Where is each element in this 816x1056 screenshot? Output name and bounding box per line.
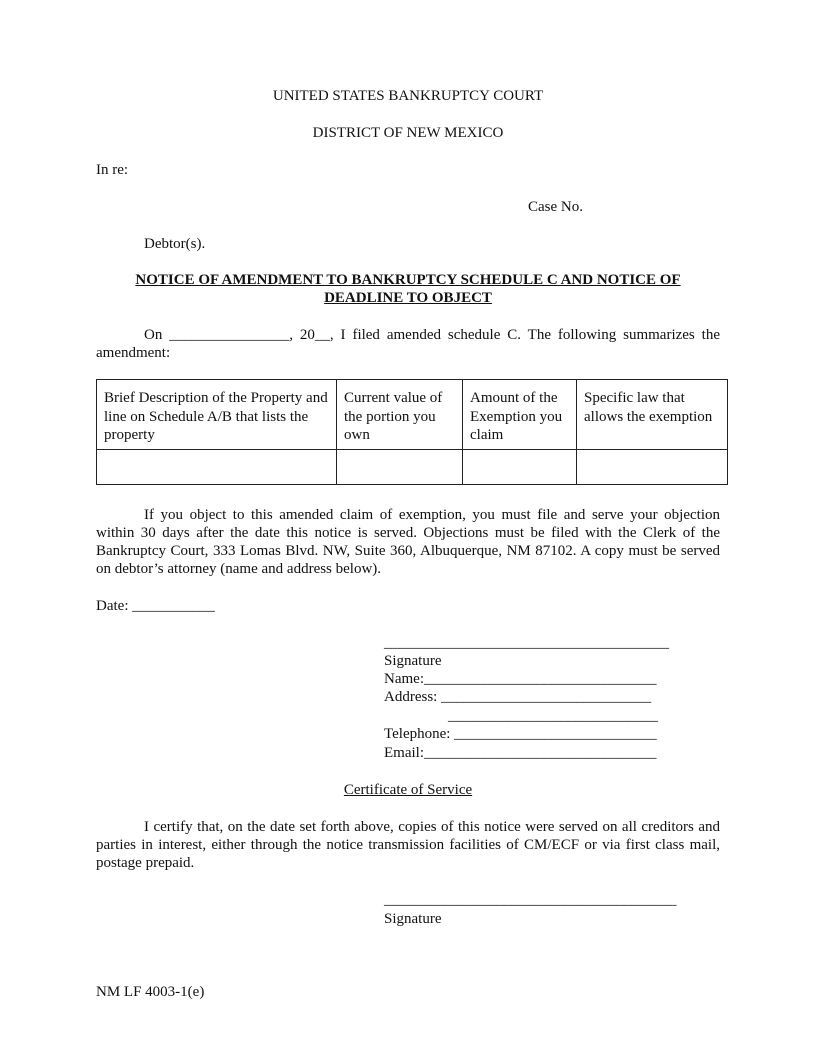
signature-label: Signature (384, 653, 442, 669)
certificate-text: I certify that, on the date set forth above, copies of this notice were served on all creditors and parties in interest, either through the notice transmission facilities of CM/ECF or via first class mail, postage prepaid. (96, 819, 720, 871)
objection-text: If you object to this amended claim of exemption, you must file and serve your objection within 30 days after the date this notice is served. Objections must be filed with the Clerk of the Bankruptcy Court, 333 Lomas Blvd. NW, Suite 360, Albuquerque, NM 87102. A copy must be served on debtor’s attorney (name and address below). (96, 507, 720, 577)
header-exemption-amount: Amount of the Exemption you claim (463, 380, 577, 450)
district-name: DISTRICT OF NEW MEXICO (312, 125, 504, 141)
address-line-2[interactable]: ____________________________ (448, 708, 658, 724)
header-current-value: Current value of the portion you own (337, 380, 463, 450)
header-property-description: Brief Description of the Property and line on Schedule A/B that lists the property (97, 380, 337, 450)
cell-exemption-amount[interactable] (463, 449, 577, 484)
header-specific-law: Specific law that allows the exemption (577, 380, 728, 450)
court-name: UNITED STATES BANKRUPTCY COURT (272, 88, 544, 104)
notice-title-line2: DEADLINE TO OBJECT (324, 290, 492, 306)
signature-line[interactable]: ______________________________________ (384, 635, 669, 651)
certificate-signature-line[interactable]: _______________________________________ (384, 892, 677, 908)
certificate-paragraph (96, 818, 720, 872)
notice-title (96, 271, 720, 307)
notice-title-line1: NOTICE OF AMENDMENT TO BANKRUPTCY SCHEDULE C AND NOTICE OF (135, 272, 681, 288)
intro-paragraph (96, 326, 720, 362)
table-header-row (97, 380, 728, 450)
telephone-field[interactable]: Telephone: ___________________________ (384, 726, 657, 742)
debtor-label: Debtor(s). (144, 236, 206, 252)
date-field[interactable]: Date: ___________ (96, 598, 215, 614)
cell-current-value[interactable] (337, 449, 463, 484)
certificate-signature-label: Signature (384, 911, 442, 927)
amendment-table (96, 379, 728, 485)
objection-paragraph (96, 506, 720, 578)
in-re-label: In re: (96, 162, 129, 178)
certificate-heading: Certificate of Service (343, 782, 473, 798)
intro-text: On ________________, 20__, I filed amended schedule C. The following summarizes the amendment: (96, 327, 720, 361)
name-field[interactable]: Name:_______________________________ (384, 671, 657, 687)
case-number-label: Case No. (528, 199, 583, 215)
address-field[interactable]: Address: ____________________________ (384, 689, 652, 705)
cell-property-description[interactable] (97, 449, 337, 484)
cell-specific-law[interactable] (577, 449, 728, 484)
email-field[interactable]: Email:_______________________________ (384, 745, 657, 761)
table-row (97, 449, 728, 484)
form-id: NM LF 4003-1(e) (96, 984, 205, 1000)
